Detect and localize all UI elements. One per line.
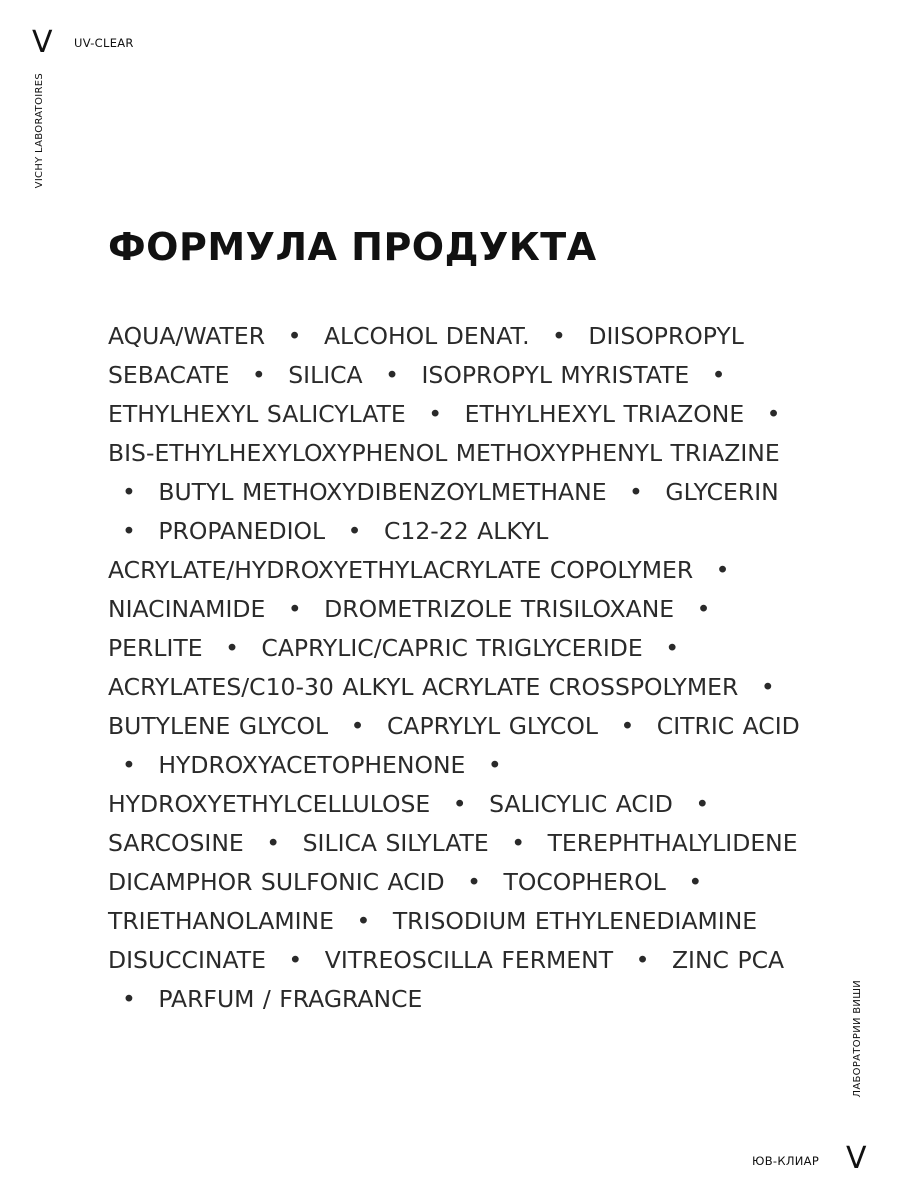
ingredient-item: CAPRYLIC/CAPRIC TRIGLYCERIDE bbox=[261, 634, 643, 662]
ingredient-item: DIISOPROPYL SEBACATE bbox=[108, 322, 744, 389]
ingredient-item: TEREPHTHALYLIDENE DICAMPHOR SULFONIC ACID bbox=[108, 829, 798, 896]
ingredient-separator: • bbox=[760, 673, 775, 701]
header-product-name: UV-CLEAR bbox=[74, 36, 134, 50]
ingredient-item: GLYCERIN bbox=[665, 478, 779, 506]
ingredient-separator: • bbox=[288, 946, 303, 974]
ingredient-separator: • bbox=[251, 361, 266, 389]
ingredient-separator: • bbox=[385, 361, 399, 389]
ingredient-separator: • bbox=[347, 517, 362, 545]
ingredient-separator: • bbox=[225, 634, 239, 662]
ingredient-separator: • bbox=[122, 985, 136, 1013]
ingredient-separator: • bbox=[695, 790, 710, 818]
ingredient-item: SALICYLIC ACID bbox=[489, 790, 673, 818]
ingredient-list bbox=[108, 317, 818, 1019]
ingredient-separator: • bbox=[467, 868, 481, 896]
ingredient-item: TOCOPHEROL bbox=[503, 868, 666, 896]
ingredient-item: TRISODIUM ETHYLENEDIAMINE DISUCCINATE bbox=[108, 907, 758, 974]
ingredient-separator: • bbox=[452, 790, 467, 818]
page-title: ФОРМУЛА ПРОДУКТА bbox=[108, 225, 597, 269]
ingredient-item: TRIETHANOLAMINE bbox=[108, 907, 334, 935]
ingredient-separator: • bbox=[287, 595, 302, 623]
ingredient-item: ACRYLATES/C10-30 ALKYL ACRYLATE CROSSPOLYMER bbox=[108, 673, 739, 701]
ingredient-separator: • bbox=[620, 712, 635, 740]
footer-product-name: ЮВ-КЛИАР bbox=[752, 1154, 820, 1168]
ingredient-item: AQUA/WATER bbox=[108, 322, 266, 350]
ingredient-item: VITREOSCILLA FERMENT bbox=[324, 946, 614, 974]
ingredient-separator: • bbox=[266, 829, 281, 857]
ingredient-separator: • bbox=[511, 829, 526, 857]
ingredient-item: ZINC PCA bbox=[671, 946, 785, 974]
ingredient-separator: • bbox=[122, 517, 136, 545]
ingredient-separator: • bbox=[287, 322, 302, 350]
ingredient-separator: • bbox=[629, 478, 643, 506]
ingredient-separator: • bbox=[122, 751, 136, 779]
ingredient-separator: • bbox=[122, 478, 136, 506]
ingredient-item: NIACINAMIDE bbox=[108, 595, 266, 623]
ingredient-item: C12-22 ALKYL ACRYLATE/HYDROXYETHYLACRYLATE COPOLYMER bbox=[108, 517, 694, 584]
ingredient-item: ISOPROPYL MYRISTATE bbox=[421, 361, 690, 389]
brand-logo-top: V bbox=[32, 25, 53, 60]
ingredient-item: BIS-ETHYLHEXYLOXYPHENOL METHOXYPHENYL TRIAZINE bbox=[108, 439, 780, 467]
ingredient-item: DROMETRIZOLE TRISILOXANE bbox=[324, 595, 675, 623]
footer-vertical-brand: ЛАБОРАТОРИИ ВИШИ bbox=[852, 980, 863, 1098]
ingredient-separator: • bbox=[552, 322, 566, 350]
ingredient-item: BUTYL METHOXYDIBENZOYLMETHANE bbox=[158, 478, 607, 506]
ingredient-separator: • bbox=[688, 868, 703, 896]
ingredient-item: CITRIC ACID bbox=[656, 712, 800, 740]
ingredient-item: BUTYLENE GLYCOL bbox=[108, 712, 329, 740]
ingredient-item: CAPRYLYL GLYCOL bbox=[386, 712, 598, 740]
ingredient-item: PARFUM / FRAGRANCE bbox=[158, 985, 423, 1013]
ingredient-separator: • bbox=[711, 361, 726, 389]
ingredient-item: PERLITE bbox=[108, 634, 203, 662]
ingredient-item: HYDROXYETHYLCELLULOSE bbox=[108, 790, 431, 818]
ingredient-item: SILICA bbox=[288, 361, 363, 389]
ingredient-item: SARCOSINE bbox=[108, 829, 244, 857]
ingredient-separator: • bbox=[350, 712, 365, 740]
ingredient-separator: • bbox=[635, 946, 650, 974]
ingredient-item: ETHYLHEXYL SALICYLATE bbox=[108, 400, 406, 428]
ingredient-separator: • bbox=[766, 400, 781, 428]
ingredient-separator: • bbox=[696, 595, 711, 623]
ingredient-separator: • bbox=[428, 400, 443, 428]
header-vertical-brand: VICHY LABORATOIRES bbox=[34, 73, 45, 189]
ingredient-separator: • bbox=[715, 556, 730, 584]
ingredient-item: ETHYLHEXYL TRIAZONE bbox=[464, 400, 745, 428]
ingredient-item: SILICA SILYLATE bbox=[302, 829, 489, 857]
ingredient-item: ALCOHOL DENAT. bbox=[323, 322, 530, 350]
ingredient-item: PROPANEDIOL bbox=[158, 517, 326, 545]
brand-logo-bottom: V bbox=[846, 1141, 867, 1176]
ingredient-separator: • bbox=[356, 907, 371, 935]
ingredient-separator: • bbox=[665, 634, 680, 662]
ingredient-item: HYDROXYACETOPHENONE bbox=[158, 751, 466, 779]
ingredient-separator: • bbox=[487, 751, 502, 779]
